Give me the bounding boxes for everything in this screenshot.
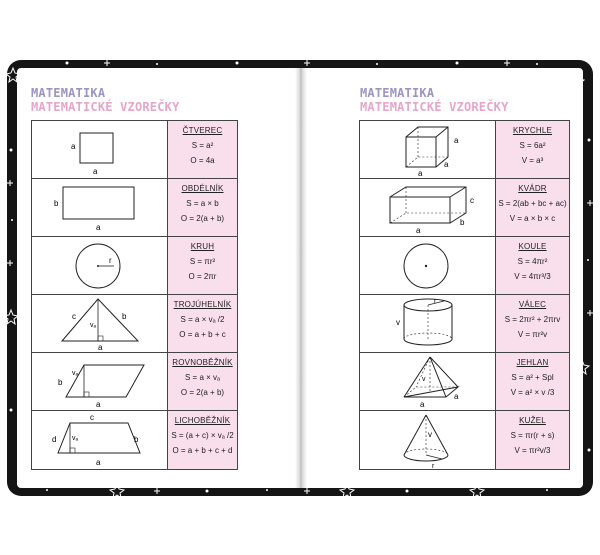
svg-text:v: v <box>428 430 432 439</box>
svg-text:a: a <box>416 226 421 235</box>
cube-figure <box>360 121 496 178</box>
svg-text:b: b <box>460 218 465 227</box>
cube-formulas: KRYCHLE S = 6a² V = a³ <box>496 121 569 178</box>
table-row <box>32 121 237 179</box>
shape-name: KRYCHLE <box>512 126 553 135</box>
svg-text:a: a <box>454 392 459 401</box>
svg-text:a: a <box>454 136 459 145</box>
svg-text:a: a <box>96 400 101 409</box>
svg-text:r: r <box>109 256 112 265</box>
svg-text:a: a <box>444 160 449 169</box>
cone-figure <box>360 411 496 469</box>
left-page-title: MATEMATIKA <box>31 86 106 100</box>
shape-name: TROJÚHELNÍK <box>173 300 232 309</box>
shape-name: KRUH <box>190 242 215 251</box>
svg-text:b: b <box>58 378 63 387</box>
trapezoid-figure <box>32 411 168 469</box>
cone-formulas: KUŽEL S = πr(r + s) V = πr²v/3 <box>496 411 569 469</box>
shape-name: OBDÉLNÍK <box>181 184 224 193</box>
svg-text:c: c <box>470 196 474 205</box>
book-gutter <box>295 68 307 488</box>
svg-text:a: a <box>418 169 423 178</box>
right-page-subtitle: MATEMATICKÉ VZOREČKY <box>360 100 509 114</box>
left-page-subtitle: MATEMATICKÉ VZOREČKY <box>31 100 180 114</box>
svg-text:v: v <box>422 376 426 383</box>
cylinder-figure <box>360 295 496 352</box>
table-row <box>360 179 569 237</box>
svg-text:r: r <box>432 463 435 469</box>
svg-text:v: v <box>396 318 400 327</box>
shape-name: KOULE <box>518 242 547 251</box>
sphere-formulas: KOULE S = 4πr² V = 4πr³/3 <box>496 237 569 294</box>
shape-name: KUŽEL <box>519 416 546 425</box>
svg-text:a: a <box>420 400 425 409</box>
rectangle-figure <box>32 179 168 236</box>
shape-name: ROVNOBĚŽNÍK <box>172 358 233 367</box>
table-row <box>32 411 237 469</box>
shape-name: ČTVEREC <box>182 126 223 135</box>
pyramid-formulas: JEHLAN S = a² + Spl V = a² × v /3 <box>496 353 569 410</box>
right-formula-table <box>359 120 570 470</box>
pyramid-figure <box>360 353 496 410</box>
svg-text:c: c <box>72 312 76 321</box>
table-row <box>360 295 569 353</box>
circle-figure <box>32 237 168 294</box>
parallelogram-formulas: ROVNOBĚŽNÍK S = a × vₐ O = 2(a + b) <box>168 353 237 410</box>
svg-text:a: a <box>96 223 101 232</box>
cuboid-figure <box>360 179 496 236</box>
svg-text:c: c <box>90 413 94 422</box>
cuboid-formulas: KVÁDR S = 2(ab + bc + ac) V = a × b × c <box>496 179 569 236</box>
table-row <box>360 237 569 295</box>
table-row <box>360 353 569 411</box>
svg-text:b: b <box>54 199 59 208</box>
shape-name: LICHOBĚŽNÍK <box>174 416 231 425</box>
parallelogram-figure <box>32 353 168 410</box>
sphere-figure <box>360 237 496 294</box>
table-row <box>32 353 237 411</box>
svg-text:r: r <box>434 298 437 305</box>
svg-text:vₐ: vₐ <box>90 322 97 329</box>
circle-formulas: KRUH S = πr² O = 2πr <box>168 237 237 294</box>
svg-text:b: b <box>134 435 139 444</box>
square-figure <box>32 121 168 178</box>
trapezoid-formulas: LICHOBĚŽNÍK S = (a + c) × vₐ /2 O = a + b + c + d <box>168 411 237 469</box>
cylinder-formulas: VÁLEC S = 2πr² + 2πrv V = πr²v <box>496 295 569 352</box>
left-formula-table <box>31 120 238 470</box>
right-page-title: MATEMATIKA <box>360 86 435 100</box>
svg-text:vₐ: vₐ <box>72 370 79 377</box>
table-row <box>360 121 569 179</box>
svg-text:d: d <box>52 435 57 444</box>
svg-text:a: a <box>98 343 103 352</box>
svg-text:vₐ: vₐ <box>72 435 79 442</box>
table-row <box>360 411 569 469</box>
svg-text:a: a <box>96 458 101 467</box>
svg-text:b: b <box>122 312 127 321</box>
shape-name: KVÁDR <box>518 184 547 193</box>
svg-text:a: a <box>71 142 76 151</box>
svg-text:a: a <box>93 167 98 176</box>
table-row <box>32 295 237 353</box>
shape-name: JEHLAN <box>516 358 549 367</box>
rectangle-formulas: OBDÉLNÍK S = a × b O = 2(a + b) <box>168 179 237 236</box>
square-formulas: ČTVEREC S = a² O = 4a <box>168 121 237 178</box>
triangle-figure <box>32 295 168 352</box>
triangle-formulas: TROJÚHELNÍK S = a × vₐ /2 O = a + b + c <box>168 295 237 352</box>
table-row <box>32 237 237 295</box>
table-row <box>32 179 237 237</box>
shape-name: VÁLEC <box>518 300 547 309</box>
